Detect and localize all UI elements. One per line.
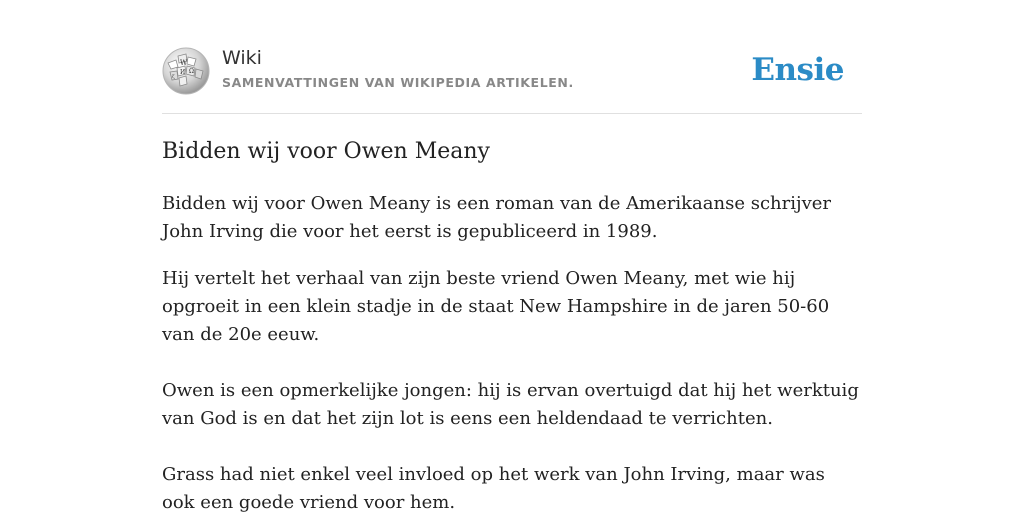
brand-name[interactable]: Wiki (222, 47, 262, 69)
svg-text:Ω: Ω (189, 68, 194, 75)
page (162, 0, 862, 512)
svg-text:И: И (180, 69, 186, 76)
article-body (162, 190, 862, 517)
article-paragraph: Hij vertelt het verhaal van zijn beste vriend Owen Meany, met wie hij opgroeit in een klein stadje in de staat New Hampshire in de jaren 50-60 van de 20e eeuw. (162, 268, 830, 345)
svg-text:ζ: ζ (172, 74, 175, 80)
svg-text:W: W (180, 59, 188, 67)
site-tagline: SAMENVATTINGEN VAN WIKIPEDIA ARTIKELEN. (222, 75, 574, 90)
article-paragraph: Grass had niet enkel veel invloed op het werk van John Irving, maar was ook een goede vriend voor hem. (162, 464, 825, 513)
wikipedia-globe-icon[interactable] (162, 47, 210, 95)
site-header (162, 44, 862, 114)
article-paragraph: Bidden wij voor Owen Meany is een roman van de Amerikaanse schrijver John Irving die voor het eerst is gepubliceerd in 1989. (162, 193, 831, 242)
article-title: Bidden wij voor Owen Meany (162, 139, 490, 164)
ensie-logo[interactable]: Ensie (751, 52, 844, 88)
article-paragraph: Owen is een opmerkelijke jongen: hij is ervan overtuigd dat hij het werktuig van God is en dat het zijn lot is eens een heldendaad te verrichten. (162, 380, 859, 429)
